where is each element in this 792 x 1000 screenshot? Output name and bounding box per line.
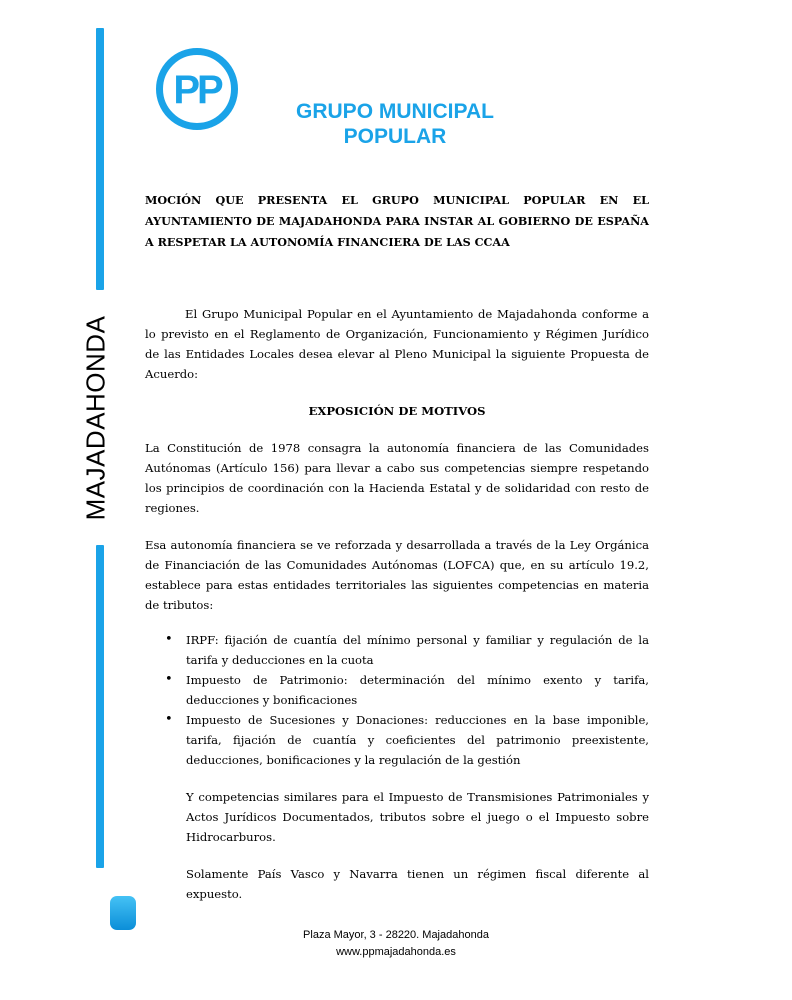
list-item-text: Impuesto de Sucesiones y Donaciones: reducciones en la base imponible, tarifa, fijación de cuantía y coeficientes del patrimonio preexistente, deducciones, bonificaciones y la regulación de la gestión bbox=[186, 713, 649, 767]
footer-address: Plaza Mayor, 3 - 28220. Majadahonda bbox=[303, 929, 489, 941]
list-item bbox=[145, 670, 649, 710]
bullet-icon: • bbox=[165, 632, 173, 647]
document-title: MOCIÓN QUE PRESENTA EL GRUPO MUNICIPAL POPULAR EN EL AYUNTAMIENTO DE MAJADAHONDA PARA INSTAR AL GOBIERNO DE ESPAÑA A RESPETAR LA AUTONOMÍA FINANCIERA DE LAS CCAA bbox=[145, 193, 649, 249]
org-name-line1: GRUPO MUNICIPAL bbox=[296, 100, 494, 123]
bullet-icon: • bbox=[165, 672, 173, 687]
intro-paragraph: El Grupo Municipal Popular en el Ayuntamiento de Majadahonda conforme a lo previsto en el Reglamento de Organización, Funcionamiento y Régimen Jurídico de las Entidades Locales desea elevar al Pleno Municipal la siguiente Propuesta de Acuerdo: bbox=[145, 307, 649, 381]
paragraph-foral-regime: Solamente País Vasco y Navarra tienen un régimen fiscal diferente al expuesto. bbox=[186, 867, 649, 901]
paragraph-constitution: La Constitución de 1978 consagra la autonomía financiera de las Comunidades Autónomas (Artículo 156) para llevar a cabo sus competencias siempre respetando los principios de coordinación con la Hacienda Estatal y de solidaridad con resto de regiones. bbox=[145, 441, 649, 515]
bullet-icon: • bbox=[165, 712, 173, 727]
list-item bbox=[145, 710, 649, 770]
pp-logo-icon bbox=[155, 47, 239, 131]
tax-competences-list bbox=[145, 630, 649, 770]
org-name-line2: POPULAR bbox=[343, 125, 447, 148]
list-item bbox=[145, 630, 649, 670]
list-item-text: Impuesto de Patrimonio: determinación del mínimo exento y tarifa, deducciones y bonificaciones bbox=[186, 673, 649, 707]
list-item-text: IRPF: fijación de cuantía del mínimo personal y familiar y regulación de la tarifa y deducciones en la cuota bbox=[186, 633, 649, 667]
sidebar-accent-bar-top bbox=[96, 28, 104, 290]
section-heading: EXPOSICIÓN DE MOTIVOS bbox=[308, 404, 486, 418]
footer-website-link[interactable]: www.ppmajadahonda.es bbox=[336, 946, 456, 958]
logo-text: PP bbox=[173, 68, 221, 112]
paragraph-lofca: Esa autonomía financiera se ve reforzada y desarrollada a través de la Ley Orgánica de Financiación de las Comunidades Autónomas (LOFCA) que, en su artículo 19.2, establece para estas entidades territoriales las siguientes competencias en materia de tributos: bbox=[145, 538, 649, 612]
sidebar-accent-bar-bottom bbox=[96, 545, 104, 868]
paragraph-similar-competences: Y competencias similares para el Impuesto de Transmisiones Patrimoniales y Actos Jurídicos Documentados, tributos sobre el juego o el Impuesto sobre Hidrocarburos. bbox=[186, 790, 649, 844]
sidebar-accent-tab bbox=[110, 896, 136, 930]
sidebar-label-text: MAJADAHONDA bbox=[80, 315, 111, 521]
